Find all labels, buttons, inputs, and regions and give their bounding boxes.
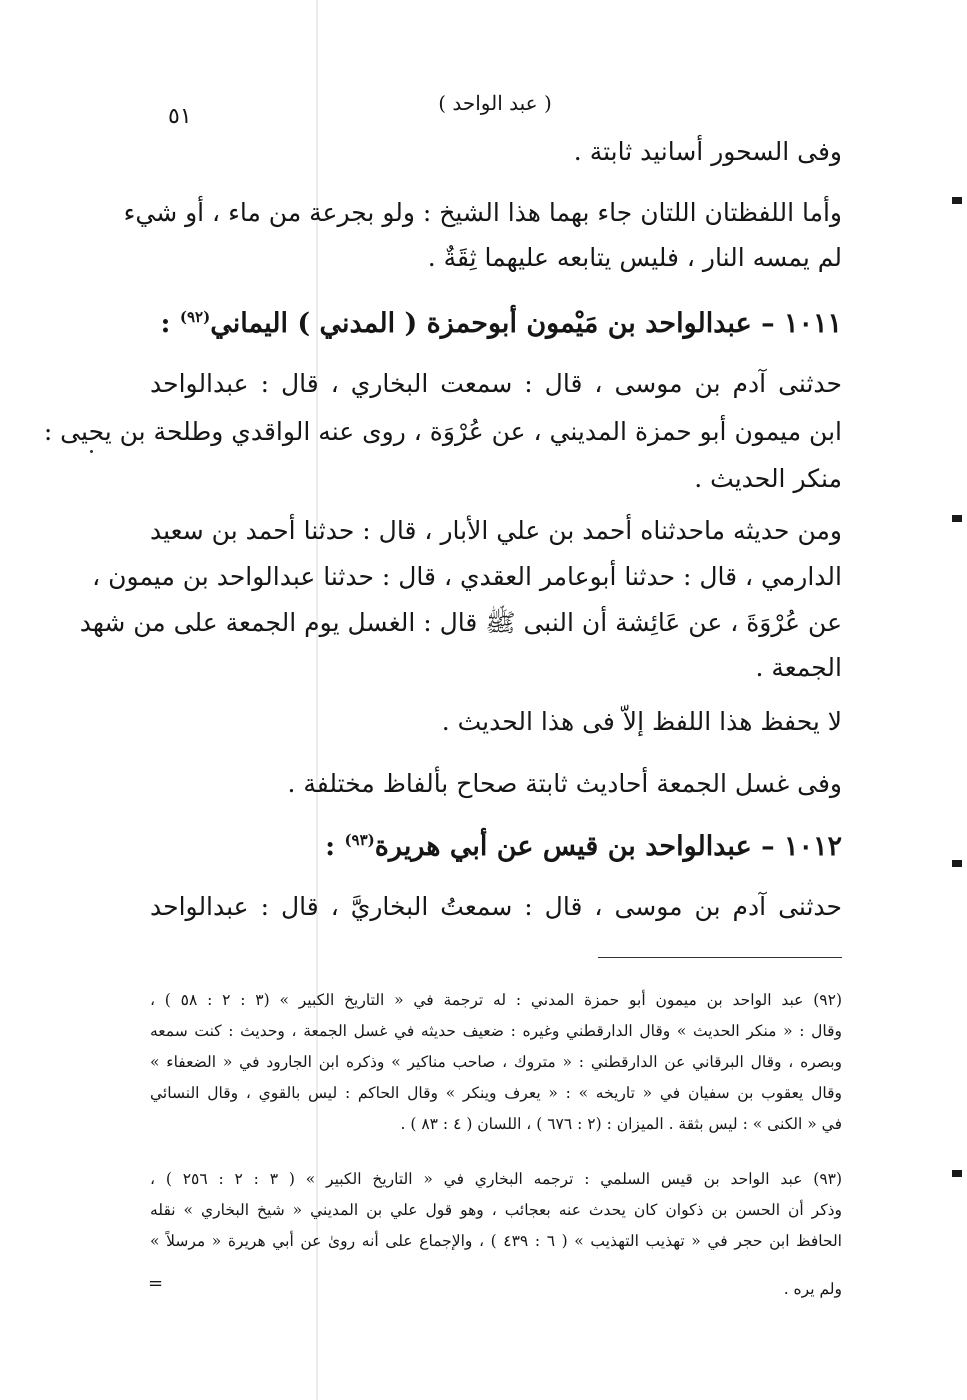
heading-colon: : <box>325 831 345 862</box>
body-line: عن عُرْوَةَ ، عن عَائِشة أن النبى ﷺ قال : الغسل يوم الجمعة على من شهد <box>79 608 842 637</box>
page-number: ٥١ <box>168 104 192 129</box>
continuation-mark: = <box>148 1273 164 1294</box>
body-line: وفى السحور أسانيد ثابتة . <box>573 137 842 166</box>
footnote-ref: (٩٣) <box>344 831 375 849</box>
body-line: لا يحفظ هذا اللفظ إلاّ فى هذا الحديث . <box>441 707 842 736</box>
body-line: وأما اللفظتان اللتان جاء بهما هذا الشيخ : ولو بجرعة من ماء ، أو شيء <box>123 198 842 227</box>
body-line: ابن ميمون أبو حمزة المديني ، عن عُرْوَة ، روى عنه الواقدي وطلحة بن يحيى : <box>43 417 842 446</box>
entry-heading-text: ١٠١١ – عبدالواحد بن مَيْمون أبوحمزة ( المدني ) اليماني <box>210 308 842 339</box>
right-edge-mark <box>952 197 962 204</box>
entry-heading-1012 <box>325 827 842 867</box>
footnote-line: وبصره ، وقال البرقاني عن الدارقطني : « متروك ، صاحب مناكير » وذكره ابن الجارود في « الضعفاء » <box>150 1053 842 1071</box>
body-line: لم يمسه النار ، فليس يتابعه عليهما ثِقَةٌ . <box>427 243 842 272</box>
footnote-line: الحافظ ابن حجر في « تهذيب التهذيب » ( ٦ : ٤٣٩ ) ، والإجماع على أنه روىٰ عن أبي هريرة « مرسلاً » <box>150 1232 842 1250</box>
running-head: ( عبد الواحد ) <box>438 91 552 115</box>
footnote-ref: (٩٢) <box>179 308 211 326</box>
right-edge-mark <box>952 515 962 522</box>
body-line: الدارمي ، قال : حدثنا أبوعامر العقدي ، قال : حدثنا عبدالواحد بن ميمون ، <box>92 562 842 591</box>
entry-heading-text: ١٠١٢ – عبدالواحد بن قيس عن أبي هريرة <box>374 831 842 862</box>
footnote-line: وقال : « منكر الحديث » وقال الدارقطني وغيره : ضعيف حديثه في غسل الجمعة ، وحديث : كنت سمعه <box>150 1022 842 1040</box>
body-line: حدثنى آدم بن موسى ، قال : سمعت البخاري ، قال : عبدالواحد <box>150 369 842 398</box>
entry-heading-1011 <box>161 304 842 344</box>
body-line: منكر الحديث . <box>694 464 842 493</box>
footnote-line: (٩٢) عبد الواحد بن ميمون أبو حمزة المدني : له ترجمة في « التاريخ الكبير » (٣ : ٢ : ٥٨ ) ، <box>150 991 843 1009</box>
footnote-line: ولم يره . <box>783 1280 842 1298</box>
footnote-line: وذكر أن الحسن بن ذكوان كان يحدث عنه بعجائب ، وهو قول علي بن المديني « شيخ البخاري » نقله <box>150 1201 842 1219</box>
body-line: ومن حديثه ماحدثناه أحمد بن علي الأبار ، قال : حدثنا أحمد بن سعيد <box>150 516 842 545</box>
footnote-line: وقال يعقوب بن سفيان في « تاريخه » : « يعرف وينكر » وقال الحاكم : ليس بالقوي ، وقال النسائي <box>150 1084 842 1102</box>
body-line: حدثنى آدم بن موسى ، قال : سمعتُ البخاريَّ ، قال : عبدالواحد <box>150 892 842 921</box>
heading-colon: : <box>160 308 180 339</box>
body-line: الجمعة . <box>755 653 842 682</box>
body-line: وفى غسل الجمعة أحاديث ثابتة صحاح بألفاظ مختلفة . <box>287 769 842 798</box>
footnote-line: (٩٣) عبد الواحد بن قيس السلمي : ترجمه البخاري في « التاريخ الكبير » ( ٣ : ٢ : ٢٥٦ ) ، <box>150 1170 843 1188</box>
footnote-separator <box>598 957 842 958</box>
footnote-line: في « الكنى » : ليس بثقة . الميزان : (٢ : ٦٧٦ ) ، اللسان ( ٤ : ٨٣ ) . <box>400 1115 842 1133</box>
right-edge-mark <box>952 860 962 867</box>
right-edge-mark <box>952 1170 962 1177</box>
